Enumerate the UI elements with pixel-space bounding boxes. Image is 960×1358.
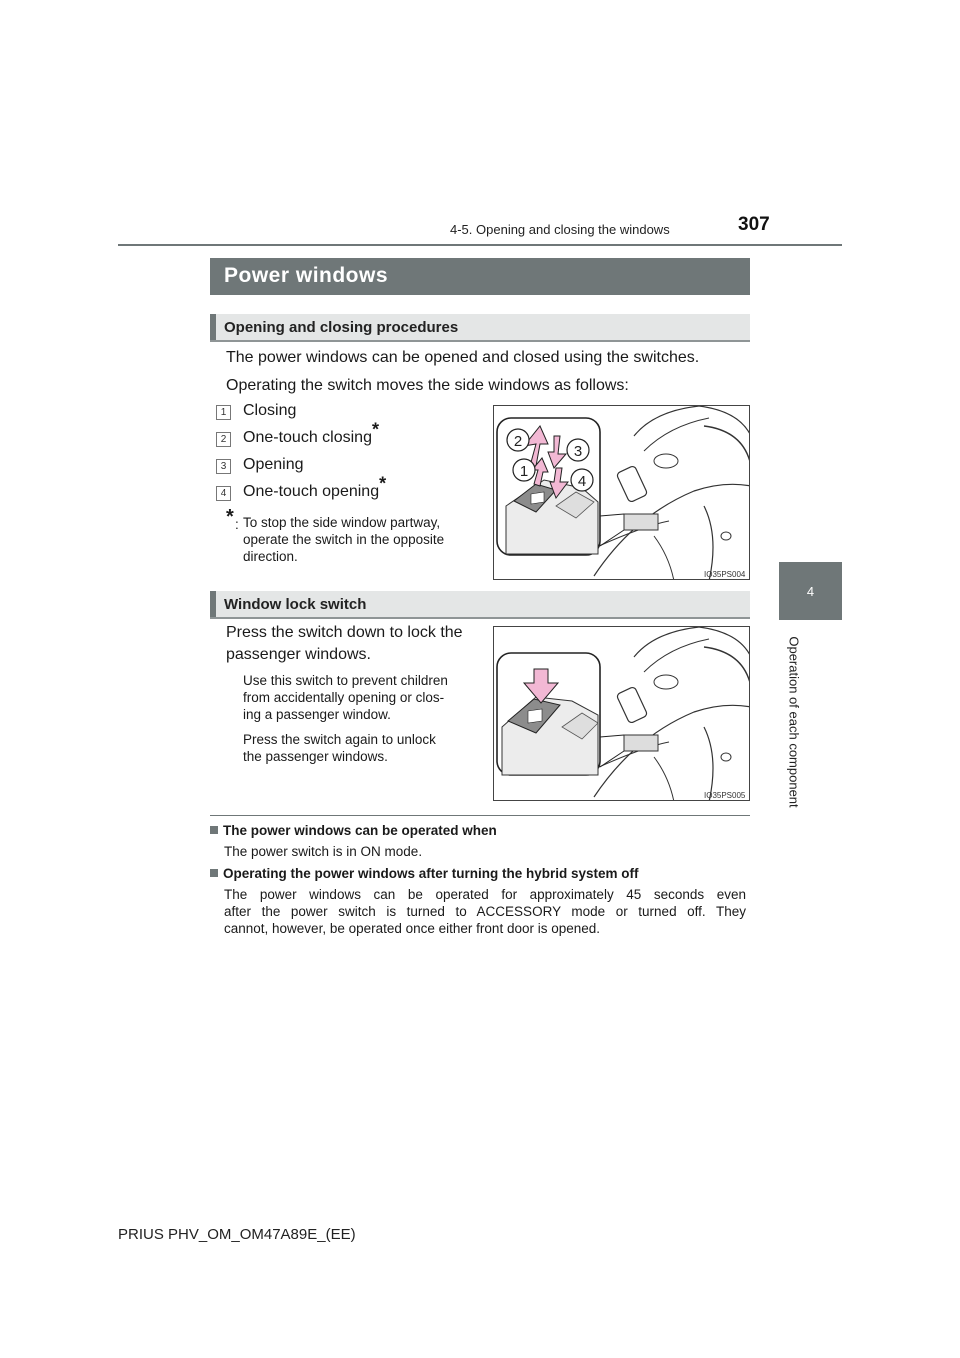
lock-note-line: Use this switch to prevent children [243, 673, 448, 688]
note-heading [210, 866, 750, 881]
intro-text-2: Operating the switch moves the side windows as follows: [226, 377, 629, 394]
list-item-label: Closing [243, 402, 297, 419]
note-block [210, 823, 750, 860]
note-text-line: The power windows can be operated for approximately 45 seconds even [224, 887, 746, 902]
figure-window-lock [493, 626, 750, 801]
subheading-stripe [210, 314, 216, 340]
footnote-star: * [226, 506, 234, 528]
chapter-number: 4 [806, 584, 815, 599]
chapter-tab [779, 562, 842, 620]
footnote-text [243, 514, 479, 565]
lock-note-1 [243, 672, 479, 723]
footnote-star: * [379, 473, 387, 494]
footnote-line: operate the switch in the opposite [243, 532, 445, 547]
list-number: 4 [216, 486, 231, 501]
lock-instruction-line: Press the switch down to lock the [226, 624, 463, 641]
lock-instruction-line: passenger windows. [226, 646, 371, 663]
lock-note-line: Press the switch again to unlock [243, 732, 436, 747]
subheading-text: Opening and closing procedures [224, 319, 459, 336]
lock-note-line: the passenger windows. [243, 749, 388, 764]
page-title-bar [210, 258, 750, 295]
note-text-line: after the power switch is turned to ACCESSORY mode or turned off. They [224, 904, 746, 919]
window-switch-illustration [494, 406, 750, 580]
lock-note-line: from accidentally opening or clos- [243, 690, 445, 705]
lock-note-line: ing a passenger window. [243, 707, 391, 722]
list-item [243, 419, 379, 447]
chapter-caption: Operation of each component [786, 636, 802, 808]
figure-code: IO35PS004 [704, 570, 746, 579]
note-text-line: cannot, however, be operated once either front door is opened. [224, 921, 601, 936]
subheading-opening-closing [210, 314, 750, 342]
callout-3: 3 [573, 443, 583, 460]
footnote-colon: : [235, 517, 239, 532]
callout-1: 1 [519, 463, 529, 480]
page-number: 307 [738, 214, 770, 235]
list-item-label: One-touch opening [243, 483, 380, 500]
note-heading [210, 823, 750, 838]
note-heading-text: Operating the power windows after turning the hybrid system off [223, 866, 639, 881]
footnote-line: direction. [243, 549, 298, 564]
lock-note-2 [243, 731, 479, 765]
note-text: The power switch is in ON mode. [224, 844, 423, 859]
list-number: 1 [216, 405, 231, 420]
list-number: 2 [216, 432, 231, 447]
subheading-window-lock [210, 591, 750, 619]
callout-4: 4 [577, 473, 587, 490]
bullet-square-icon [210, 826, 218, 834]
bullet-square-icon [210, 869, 218, 877]
document-code-footer: PRIUS PHV_OM_OM47A89E_(EE) [118, 1226, 356, 1243]
footnote-line: To stop the side window partway, [243, 515, 441, 530]
list-item-label: One-touch closing [243, 429, 372, 446]
list-item-label: Opening [243, 456, 304, 473]
figure-code: IO35PS005 [704, 791, 746, 800]
subheading-text: Window lock switch [224, 596, 367, 613]
figure-window-switch [493, 405, 750, 580]
lock-instruction [226, 622, 480, 666]
footnote-star: * [371, 419, 379, 440]
list-number: 3 [216, 459, 231, 474]
note-heading-text: The power windows can be operated when [223, 823, 497, 838]
intro-text-1: The power windows can be opened and closed using the switches. [226, 349, 700, 366]
notes-separator [210, 815, 750, 816]
note-block [210, 866, 750, 937]
list-item [243, 473, 387, 501]
section-title: 4-5. Opening and closing the windows [450, 222, 670, 237]
subheading-stripe [210, 591, 216, 617]
header-rule [118, 244, 842, 246]
chapter-caption-wrap [779, 622, 809, 822]
window-lock-illustration [494, 627, 750, 801]
callout-2: 2 [513, 433, 523, 450]
page-title: Power windows [224, 264, 389, 287]
